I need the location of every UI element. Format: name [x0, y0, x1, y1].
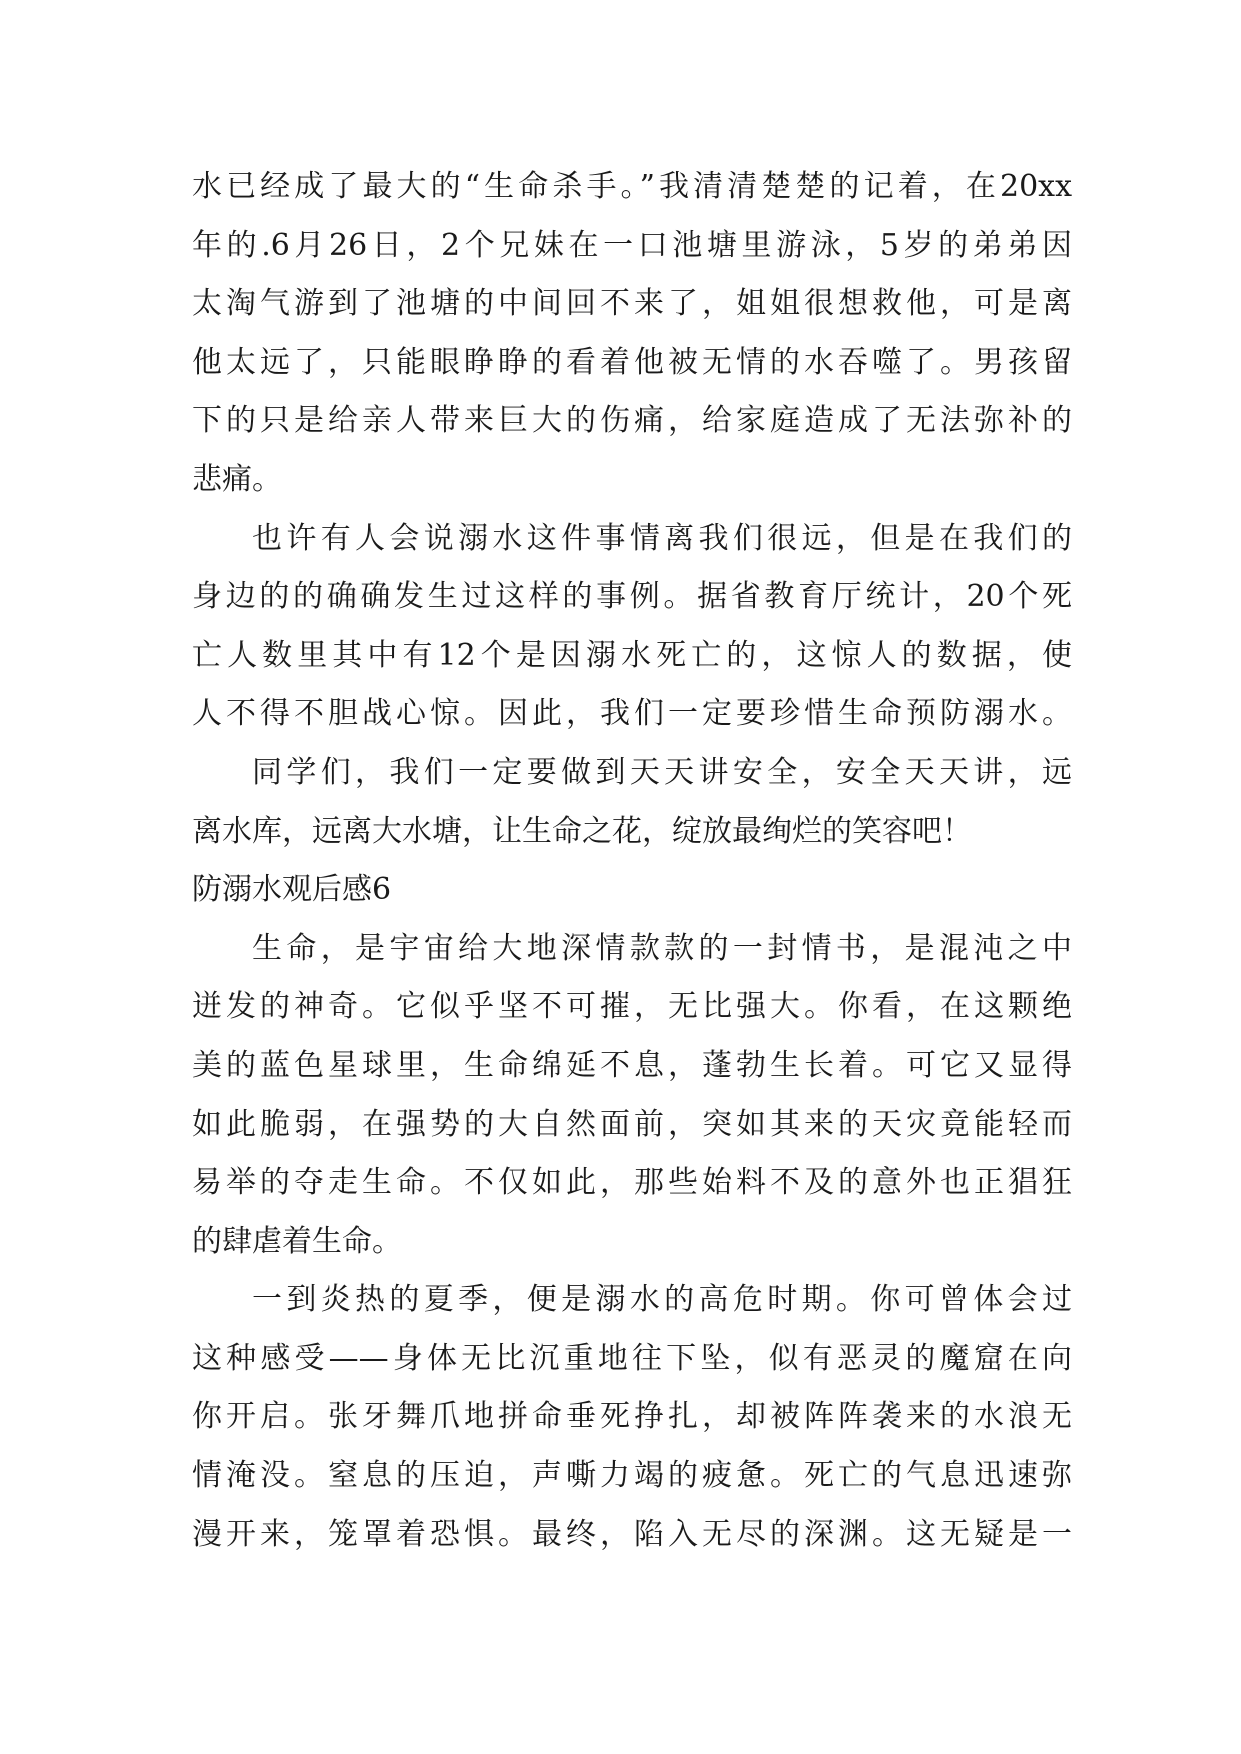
- text-line: 离水库，远离大水塘，让生命之花，绽放最绚烂的笑容吧！: [192, 813, 972, 849]
- text-line: 的肆虐着生命。: [192, 1223, 402, 1259]
- text-line: 迸发的神奇。它似乎坚不可摧，无比强大。你看，在这颗绝: [192, 989, 1072, 1025]
- text-line: 亡人数里其中有12个是因溺水死亡的，这惊人的数据，使: [192, 637, 1072, 673]
- text-line: 这种感受——身体无比沉重地往下坠，似有恶灵的魔窟在向: [192, 1340, 1072, 1376]
- text-line: 易举的夺走生命。不仅如此，那些始料不及的意外也正猖狂: [192, 1165, 1072, 1201]
- text-line: 生命，是宇宙给大地深情款款的一封情书，是混沌之中: [252, 930, 1072, 966]
- text-line: 同学们，我们一定要做到天天讲安全，安全天天讲，远: [252, 754, 1072, 790]
- text-line: 漫开来，笼罩着恐惧。最终，陷入无尽的深渊。这无疑是一: [192, 1516, 1072, 1552]
- text-line: 下的只是给亲人带来巨大的伤痛，给家庭造成了无法弥补的: [192, 403, 1072, 439]
- text-line: 水已经成了最大的“生命杀手。”我清清楚楚的记着，在20xx: [192, 169, 1072, 204]
- text-line: 一到炎热的夏季，便是溺水的高危时期。你可曾体会过: [252, 1282, 1072, 1318]
- text-line: 人不得不胆战心惊。因此，我们一定要珍惜生命预防溺水。: [192, 696, 1072, 732]
- text-line: 太淘气游到了池塘的中间回不来了，姐姐很想救他，可是离: [192, 286, 1072, 322]
- paragraph-4: [192, 920, 1072, 1272]
- text-line: 如此脆弱，在强势的大自然面前，突如其来的天灾竟能轻而: [192, 1106, 1072, 1142]
- text-line: 你开启。张牙舞爪地拼命垂死挣扎，却被阵阵袭来的水浪无: [192, 1399, 1072, 1435]
- text-line: 悲痛。: [192, 461, 282, 497]
- text-line: 年的.6月26日，2个兄妹在一口池塘里游泳，5岁的弟弟因: [192, 227, 1072, 263]
- heading-text: 防溺水观后感6: [192, 872, 392, 908]
- text-line: 美的蓝色星球里，生命绵延不息，蓬勃生长着。可它又显得: [192, 1047, 1072, 1083]
- paragraph-3: [192, 744, 1072, 861]
- paragraph-1: [192, 158, 1072, 510]
- paragraph-2: [192, 510, 1072, 744]
- text-line: 也许有人会说溺水这件事情离我们很远，但是在我们的: [252, 520, 1072, 556]
- document-body: [192, 158, 1072, 1564]
- paragraph-5: [192, 1271, 1072, 1564]
- text-line: 身边的的确确发生过这样的事例。据省教育厅统计，20个死: [192, 579, 1072, 615]
- section-heading: [192, 861, 1072, 920]
- text-line: 情淹没。窒息的压迫，声嘶力竭的疲惫。死亡的气息迅速弥: [192, 1458, 1072, 1494]
- text-line: 他太远了，只能眼睁睁的看着他被无情的水吞噬了。男孩留: [192, 344, 1072, 380]
